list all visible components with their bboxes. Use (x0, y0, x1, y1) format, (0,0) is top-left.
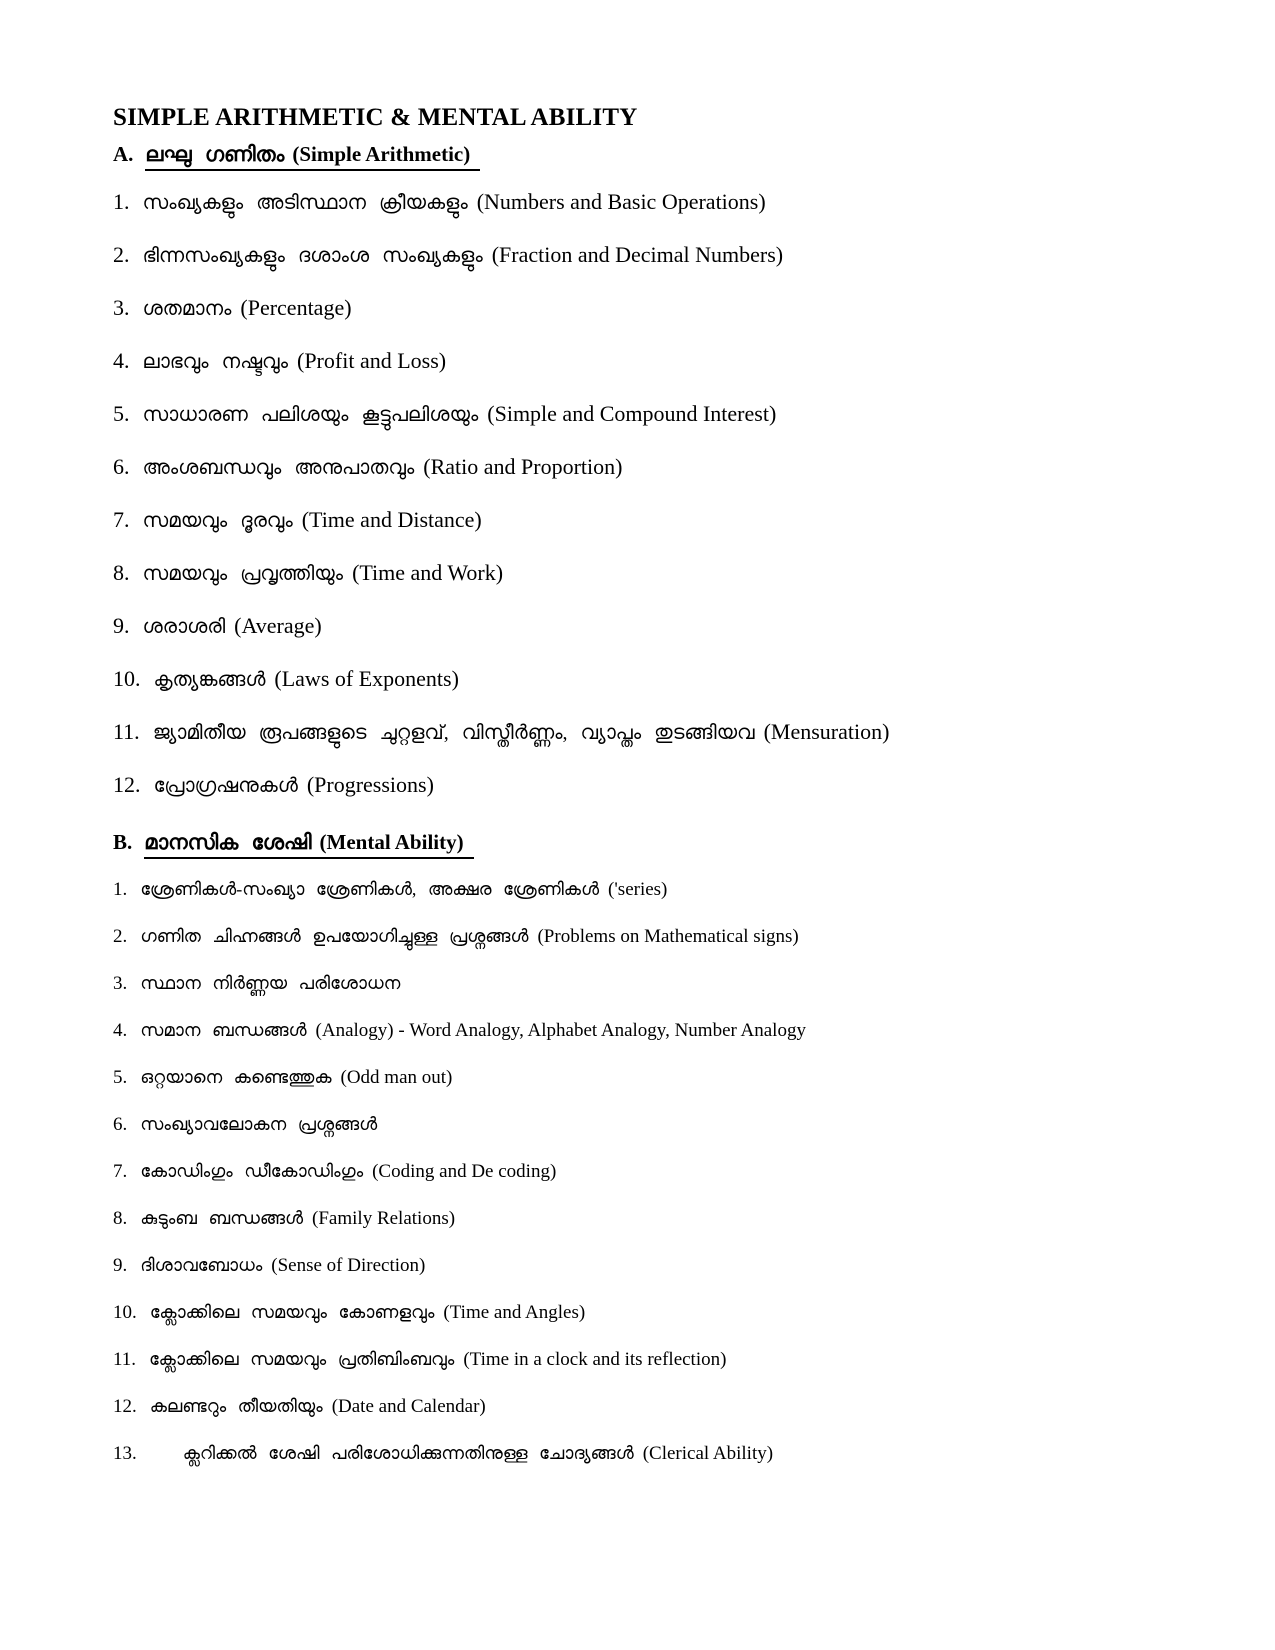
section-a-label: A. (113, 142, 134, 166)
item-number: 1. (113, 189, 130, 215)
item-text-english: (Ratio and Proportion) (423, 454, 623, 480)
item-text-english: (Time and Angles) (443, 1301, 586, 1323)
item-number: 7. (113, 1160, 128, 1182)
item-number: 10. (113, 666, 141, 692)
list-item (113, 1017, 1185, 1044)
list-item (113, 611, 1185, 642)
item-number: 5. (113, 401, 130, 427)
list-item (113, 1393, 1185, 1420)
list-item (113, 399, 1185, 430)
item-text-english: (Time in a clock and its reflection) (463, 1348, 727, 1370)
item-number: 11. (113, 719, 140, 745)
list-item (113, 558, 1185, 589)
item-text-malayalam: ശതമാനം (142, 298, 232, 321)
item-text-malayalam: സ്ഥാന നിർണ്ണയ പരിശോധന (140, 972, 401, 993)
list-item (113, 240, 1185, 271)
item-text-malayalam: ലാഭവും നഷ്ടവും (142, 351, 288, 374)
item-text-english: (Time and Distance) (301, 507, 482, 533)
item-text-english: (Problems on Mathematical signs) (537, 925, 799, 947)
item-number: 1. (113, 878, 128, 900)
item-text-malayalam: സംഖ്യാവലോകന പ്രശ്നങ്ങൾ (140, 1113, 378, 1134)
item-text-malayalam: കൃത്യങ്കങ്ങൾ (153, 669, 266, 692)
item-text-english: ('series) (608, 878, 668, 900)
section-a-heading-malayalam: ലഘു ഗണിതം (145, 142, 285, 166)
section-b-list (113, 876, 1185, 1467)
list-item (113, 1205, 1185, 1232)
list-item (113, 187, 1185, 218)
section-a-heading (113, 141, 1185, 167)
item-number: 3. (113, 295, 130, 321)
item-text-malayalam: അംശബന്ധവും അനുപാതവും (142, 457, 415, 480)
section-b-label: B. (113, 830, 133, 855)
item-text-malayalam: പ്രോഗ്രഷനുകൾ (153, 775, 298, 798)
item-number: 4. (113, 1019, 128, 1041)
item-text-english: (Mensuration) (763, 719, 890, 745)
item-number: 2. (113, 925, 128, 947)
list-item (113, 1299, 1185, 1326)
item-text-malayalam: ശരാശരി (142, 616, 226, 639)
item-number: 7. (113, 507, 130, 533)
list-item (113, 1158, 1185, 1185)
item-number: 5. (113, 1066, 128, 1088)
list-item (113, 505, 1185, 536)
item-number: 9. (113, 1254, 128, 1276)
list-item (113, 770, 1185, 801)
item-text-english: (Analogy) - Word Analogy, Alphabet Analogy, Number Analogy (315, 1019, 806, 1041)
list-item (113, 717, 1185, 748)
item-text-english: (Numbers and Basic Operations) (476, 189, 766, 215)
section-b-heading-english: (Mental Ability) (319, 830, 464, 855)
item-text-malayalam: ദിശാവബോധം (140, 1254, 263, 1275)
list-item (113, 1252, 1185, 1279)
item-text-english: (Progressions) (306, 772, 434, 798)
item-number: 2. (113, 242, 130, 268)
item-text-english: (Laws of Exponents) (274, 666, 459, 692)
item-number: 3. (113, 972, 128, 994)
item-text-malayalam: സമയവും പ്രവൃത്തിയും (142, 563, 344, 586)
section-b-heading-malayalam: മാനസിക ശേഷി (144, 830, 312, 855)
item-text-malayalam: കോഡിംഗും ഡീകോഡിംഗും (140, 1160, 364, 1181)
list-item (113, 1346, 1185, 1373)
item-text-english: (Sense of Direction) (271, 1254, 426, 1276)
item-text-english: (Profit and Loss) (297, 348, 447, 374)
item-number: 11. (113, 1348, 137, 1370)
section-b-heading (113, 829, 1185, 855)
item-number: 10. (113, 1301, 137, 1323)
item-text-english: (Coding and De coding) (372, 1160, 557, 1182)
item-number: 12. (113, 1395, 137, 1417)
list-item (113, 293, 1185, 324)
item-number: 6. (113, 1113, 128, 1135)
item-text-english: (Family Relations) (312, 1207, 456, 1229)
item-number: 8. (113, 560, 130, 586)
page-title: SIMPLE ARITHMETIC & MENTAL ABILITY (113, 104, 638, 131)
item-text-english: (Odd man out) (340, 1066, 453, 1088)
list-item (113, 876, 1185, 903)
item-text-malayalam: സാധാരണ പലിശയും കൂട്ടുപലിശയും (142, 404, 479, 427)
section-a-list (113, 187, 1185, 801)
item-number: 13. (113, 1442, 137, 1464)
item-text-malayalam: ജ്യാമിതീയ രൂപങ്ങളുടെ ചുറ്റളവ്, വിസ്തീർണ്ണം, വ്യാപ്തം തുടങ്ങിയവ (152, 722, 755, 745)
list-item (113, 1064, 1185, 1091)
item-text-malayalam: ഒറ്റയാനെ കണ്ടെത്തുക (140, 1066, 332, 1087)
item-number: 4. (113, 348, 130, 374)
list-item (113, 923, 1185, 950)
item-text-malayalam: ഭിന്നസംഖ്യകളും ദശാംശ സംഖ്യകളും (142, 245, 483, 268)
item-number: 6. (113, 454, 130, 480)
item-number: 8. (113, 1207, 128, 1229)
item-text-malayalam: സംഖ്യകളും അടിസ്ഥാന ക്രീയകളും (142, 192, 468, 215)
item-text-english: (Fraction and Decimal Numbers) (491, 242, 784, 268)
item-text-english: (Percentage) (240, 295, 352, 321)
list-item (113, 970, 1185, 997)
item-text-malayalam: സമാന ബന്ധങ്ങൾ (140, 1019, 307, 1040)
item-text-english: (Time and Work) (352, 560, 504, 586)
item-text-malayalam: ഗണിത ചിഹ്നങ്ങൾ ഉപയോഗിച്ചുള്ള പ്രശ്നങ്ങൾ (140, 925, 529, 946)
item-text-malayalam: ക്ലറിക്കൽ ശേഷി പരിശോധിക്കുന്നതിനുള്ള ചോദ്യങ്ങൾ (182, 1442, 634, 1463)
item-text-malayalam: സമയവും ദൂരവും (142, 510, 293, 533)
item-number: 12. (113, 772, 141, 798)
item-text-malayalam: കുടുംബ ബന്ധങ്ങൾ (140, 1207, 304, 1228)
list-item (113, 346, 1185, 377)
list-item (113, 664, 1185, 695)
item-text-malayalam: ക്ലോക്കിലെ സമയവും പ്രതിബിംബവും (149, 1348, 455, 1369)
list-item (113, 1440, 1185, 1467)
item-text-english: (Simple and Compound Interest) (487, 401, 777, 427)
section-a-heading-english: (Simple Arithmetic) (292, 142, 471, 166)
item-text-malayalam: ശ്രേണികൾ-സംഖ്യാ ശ്രേണികൾ, അക്ഷര ശ്രേണികൾ (140, 878, 600, 899)
list-item (113, 1111, 1185, 1138)
item-text-malayalam: ക്ലോക്കിലെ സമയവും കോണളവും (149, 1301, 435, 1322)
item-number: 9. (113, 613, 130, 639)
list-item (113, 452, 1185, 483)
item-text-english: (Date and Calendar) (331, 1395, 486, 1417)
item-text-malayalam: കലണ്ടറും തീയതിയും (149, 1395, 323, 1416)
item-text-english: (Average) (234, 613, 322, 639)
item-text-english: (Clerical Ability) (642, 1442, 774, 1464)
